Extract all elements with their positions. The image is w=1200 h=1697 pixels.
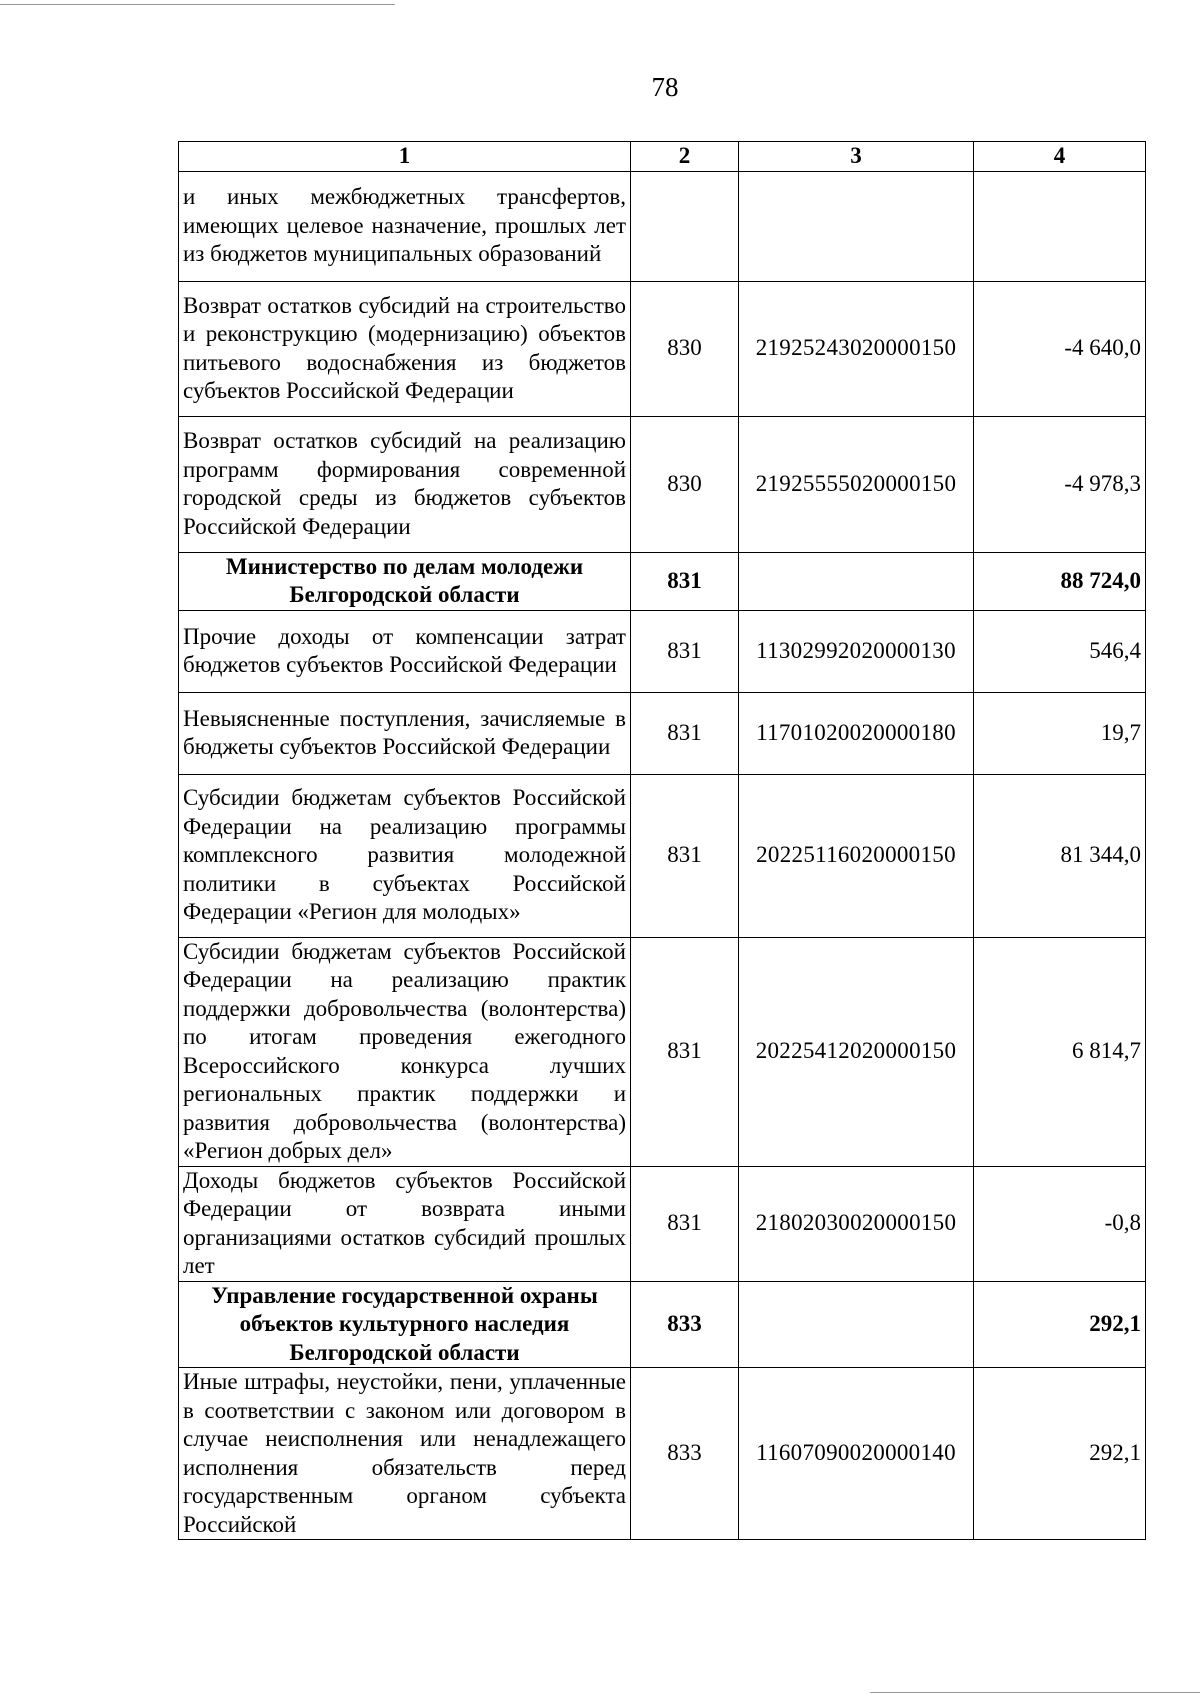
amount-cell: 292,1 xyxy=(974,1368,1146,1540)
admin-code-cell: 831 xyxy=(631,937,739,1166)
table-row xyxy=(179,1166,1146,1281)
table-body xyxy=(179,171,1146,1540)
amount-cell: -4 978,3 xyxy=(974,416,1146,552)
budget-classification-code-cell: 20225116020000150 xyxy=(739,774,974,937)
column-header-2: 2 xyxy=(631,142,739,172)
budget-classification-code-cell xyxy=(739,1281,974,1368)
admin-code-cell: 830 xyxy=(631,281,739,416)
admin-code-cell: 830 xyxy=(631,416,739,552)
income-name-cell: Невыясненные поступления, зачисляемые в бюджеты субъектов Российской Федерации xyxy=(179,692,631,774)
revenue-table xyxy=(178,141,1146,1540)
budget-classification-code-cell xyxy=(739,552,974,610)
table-header-row xyxy=(179,142,1146,172)
admin-code-cell: 833 xyxy=(631,1281,739,1368)
table-row xyxy=(179,416,1146,552)
table-row xyxy=(179,1368,1146,1540)
income-name-cell: Субсидии бюджетам субъектов Российской Федерации на реализацию практик поддержки добровольчества (волонтерства) по итогам проведения ежегодного Всероссийского конкурса лучших региональных практик поддержки и развития добровольчества (волонтерства) «Регион добрых дел» xyxy=(179,937,631,1166)
income-name-cell: Министерство по делам молодежи Белгородской области xyxy=(179,552,631,610)
income-name-cell: Иные штрафы, неустойки, пени, уплаченные в соответствии с законом или договором в случае неисполнения или ненадлежащего исполнения обязательств перед государственным органом субъекта Российской xyxy=(179,1368,631,1540)
admin-code-cell: 831 xyxy=(631,692,739,774)
budget-classification-code-cell: 11607090020000140 xyxy=(739,1368,974,1540)
table-row xyxy=(179,774,1146,937)
page-number: 78 xyxy=(651,72,679,102)
amount-cell: -4 640,0 xyxy=(974,281,1146,416)
amount-cell: 81 344,0 xyxy=(974,774,1146,937)
amount-cell: 19,7 xyxy=(974,692,1146,774)
budget-classification-code-cell: 21925243020000150 xyxy=(739,281,974,416)
admin-code-cell: 831 xyxy=(631,774,739,937)
admin-code-cell xyxy=(631,171,739,281)
ministry-row xyxy=(179,552,1146,610)
income-name-cell: Возврат остатков субсидий на реализацию программ формирования современной городской среды из бюджетов субъектов Российской Федерации xyxy=(179,416,631,552)
admin-code-cell: 831 xyxy=(631,552,739,610)
amount-cell: 88 724,0 xyxy=(974,552,1146,610)
scan-edge-line-bottom xyxy=(870,1692,1200,1693)
column-header-4: 4 xyxy=(974,142,1146,172)
income-name-cell: и иных межбюджетных трансфертов, имеющих целевое назначение, прошлых лет из бюджетов муниципальных образований xyxy=(179,171,631,281)
budget-classification-code-cell: 11701020020000180 xyxy=(739,692,974,774)
table-row xyxy=(179,171,1146,281)
amount-cell: 6 814,7 xyxy=(974,937,1146,1166)
table-row xyxy=(179,281,1146,416)
admin-code-cell: 831 xyxy=(631,610,739,692)
income-name-cell: Доходы бюджетов субъектов Российской Федерации от возврата иными организациями остатков субсидий прошлых лет xyxy=(179,1166,631,1281)
table-row xyxy=(179,937,1146,1166)
scan-edge-line-top xyxy=(0,4,395,5)
budget-classification-code-cell xyxy=(739,171,974,281)
budget-classification-code-cell: 21925555020000150 xyxy=(739,416,974,552)
admin-code-cell: 831 xyxy=(631,1166,739,1281)
amount-cell xyxy=(974,171,1146,281)
column-header-3: 3 xyxy=(739,142,974,172)
table-row xyxy=(179,610,1146,692)
column-header-1: 1 xyxy=(179,142,631,172)
income-name-cell: Субсидии бюджетам субъектов Российской Федерации на реализацию программы комплексного развития молодежной политики в субъектах Российской Федерации «Регион для молодых» xyxy=(179,774,631,937)
table-row xyxy=(179,692,1146,774)
amount-cell: -0,8 xyxy=(974,1166,1146,1281)
income-name-cell: Возврат остатков субсидий на строительство и реконструкцию (модернизацию) объектов питьевого водоснабжения из бюджетов субъектов Российской Федерации xyxy=(179,281,631,416)
amount-cell: 546,4 xyxy=(974,610,1146,692)
budget-classification-code-cell: 20225412020000150 xyxy=(739,937,974,1166)
budget-classification-code-cell: 21802030020000150 xyxy=(739,1166,974,1281)
income-name-cell: Управление государственной охраны объектов культурного наследия Белгородской области xyxy=(179,1281,631,1368)
income-name-cell: Прочие доходы от компенсации затрат бюджетов субъектов Российской Федерации xyxy=(179,610,631,692)
amount-cell: 292,1 xyxy=(974,1281,1146,1368)
ministry-row xyxy=(179,1281,1146,1368)
budget-classification-code-cell: 11302992020000130 xyxy=(739,610,974,692)
admin-code-cell: 833 xyxy=(631,1368,739,1540)
